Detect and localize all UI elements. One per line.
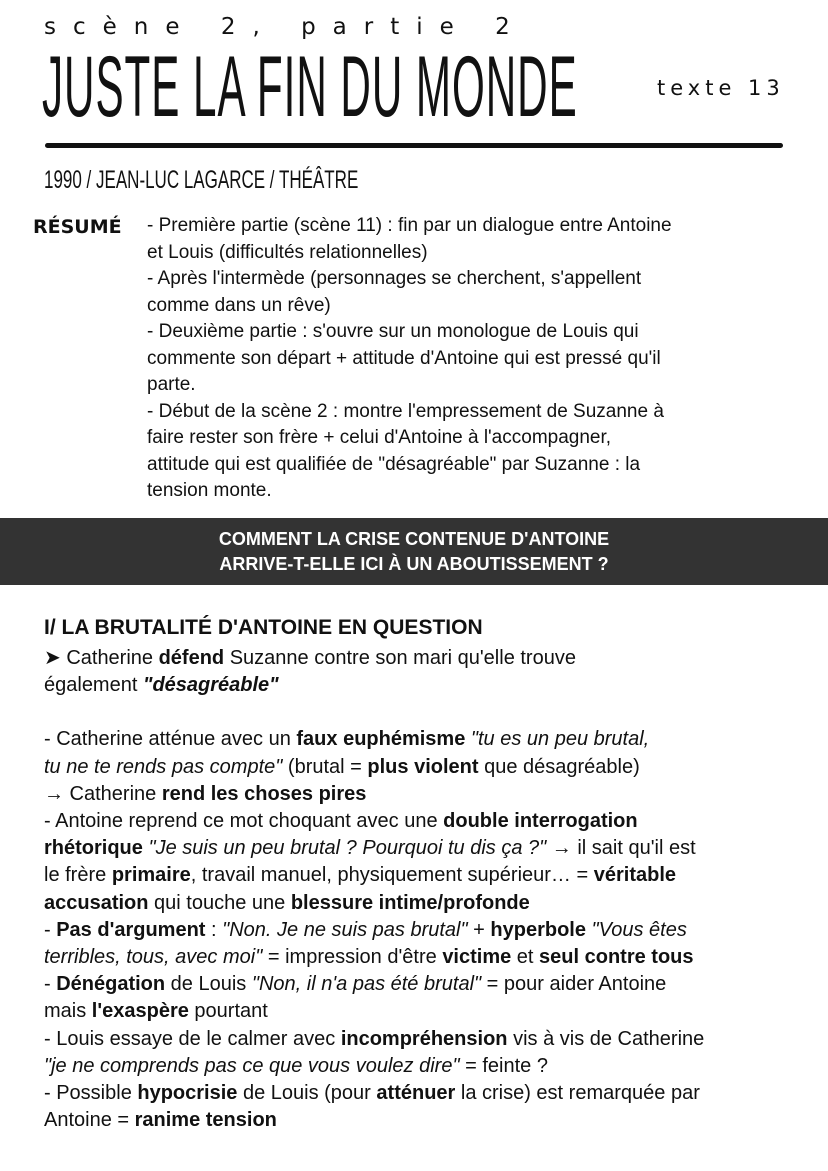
text-run: la crise) est remarquée par [455, 1082, 700, 1105]
text-run: "tu es un peu brutal, [465, 728, 650, 751]
body-line [44, 781, 814, 808]
text-run: → Catherine [44, 782, 162, 805]
text-run: hypocrisie [137, 1082, 238, 1105]
text-run: l'exaspère [91, 1000, 189, 1023]
text-run: , travail manuel, physiquement supérieur… = [190, 864, 594, 887]
text-run: "je ne comprends pas ce que vous voulez dire" [44, 1054, 460, 1077]
text-run: (brutal = [282, 755, 368, 778]
text-run: rend les choses pires [161, 782, 367, 805]
text-run: ➤ Catherine [44, 647, 159, 669]
resume-line: parte. [147, 374, 196, 395]
problematic-banner [0, 518, 828, 585]
body-line [44, 1080, 814, 1107]
text-run: "Non. Je ne suis pas brutal" [222, 918, 468, 941]
text-run: le frère [44, 864, 112, 887]
text-run: rhétorique [44, 837, 143, 860]
resume-line: comme dans un rêve) [147, 294, 331, 316]
text-run: hyperbole [490, 918, 586, 941]
text-run: atténuer [376, 1082, 456, 1105]
text-run: "Je suis un peu brutal ? Pourquoi tu dis ça ?" [142, 837, 547, 860]
text-run: + [467, 918, 491, 941]
body-line [44, 754, 814, 781]
text-run: primaire [111, 864, 191, 887]
text-run: défend [158, 647, 225, 669]
body-line [44, 862, 814, 889]
resume-line: faire rester son frère + celui d'Antoine à l'accompagner, [147, 427, 612, 448]
text-run: mais [44, 1000, 92, 1023]
body-line [44, 672, 814, 699]
text-run: "désagréable" [142, 674, 279, 697]
text-run: ranime tension [134, 1109, 277, 1132]
resume-line: - Début de la scène 2 : montre l'empressement de Suzanne à [147, 400, 664, 422]
resume-line: attitude qui est qualifiée de "désagréable" par Suzanne : la [147, 453, 641, 475]
text-run: → il sait qu'il est [546, 837, 696, 860]
text-run: également [44, 674, 143, 697]
body-line [44, 1053, 814, 1080]
resume-body [147, 213, 807, 505]
header-divider [45, 143, 783, 148]
resume-label: RÉSUMÉ [33, 216, 122, 238]
text-run: - Antoine reprend ce mot choquant avec une [44, 810, 444, 833]
scene-kicker: scène 2, partie 2 [44, 14, 527, 40]
text-run: tu ne te rends pas compte" [44, 755, 283, 778]
resume-line: et Louis (difficultés relationnelles) [147, 241, 428, 263]
text-run: incompréhension [340, 1027, 508, 1050]
problematic-line: ARRIVE-T-ELLE ICI À UN ABOUTISSEMENT ? [219, 554, 609, 574]
text-run: Antoine = [44, 1109, 135, 1132]
text-run: que désagréable) [478, 755, 640, 778]
resume-line: - Après l'intermède (personnages se cherchent, s'appellent [147, 268, 642, 289]
body-line [44, 699, 814, 726]
body-line [44, 808, 814, 835]
body-line [44, 726, 814, 753]
body-line [44, 835, 814, 862]
text-run: pourtant [188, 1000, 268, 1023]
section-body [44, 645, 814, 1134]
text-run: vis à vis de Catherine [507, 1027, 705, 1050]
text-run: véritable [593, 864, 676, 887]
text-run: : [205, 918, 223, 941]
text-run: - Catherine atténue avec un [44, 728, 297, 751]
text-run: - Possible [44, 1082, 138, 1105]
problematic-line: COMMENT LA CRISE CONTENUE D'ANTOINE [218, 529, 610, 549]
work-info: 1990 / JEAN-LUC LAGARCE / THÉÂTRE [44, 166, 359, 194]
text-number: texte 13 [657, 76, 785, 100]
text-run: faux euphémisme [296, 728, 466, 751]
text-run: Pas d'argument [56, 918, 206, 941]
text-run: "Non, il n'a pas été brutal" [251, 973, 482, 996]
text-run: = feinte ? [459, 1054, 548, 1077]
text-run: seul contre tous [539, 946, 694, 969]
text-run: = pour aider Antoine [481, 973, 667, 996]
text-run: Dénégation [56, 973, 166, 996]
text-run: de Louis [165, 973, 252, 996]
resume-line: tension monte. [147, 480, 272, 501]
text-run: accusation [44, 891, 149, 914]
text-run: = impression d'être [262, 946, 443, 969]
text-run: qui touche une [148, 891, 291, 914]
body-line [44, 1107, 814, 1134]
text-run: plus violent [367, 755, 479, 778]
text-run: - [44, 918, 57, 941]
body-line [44, 917, 814, 944]
document-title: JUSTE LA FIN DU MONDE [42, 39, 578, 135]
text-run: et [511, 946, 540, 969]
body-line [44, 944, 814, 971]
body-line [44, 971, 814, 998]
text-run: double interrogation [443, 810, 638, 833]
body-line [44, 645, 814, 672]
text-run: victime [442, 946, 512, 969]
text-run: "Vous êtes [585, 918, 687, 941]
text-run: - [44, 973, 57, 996]
resume-line: - Deuxième partie : s'ouvre sur un monologue de Louis qui [147, 321, 639, 342]
text-run: terribles, tous, avec moi" [44, 946, 263, 969]
body-line [44, 890, 814, 917]
resume-line: commente son départ + attitude d'Antoine qui est pressé qu'il [147, 347, 661, 369]
text-run: blessure intime/profonde [290, 891, 530, 914]
section-heading: I/ LA BRUTALITÉ D'ANTOINE EN QUESTION [44, 616, 483, 639]
resume-line: - Première partie (scène 11) : fin par un dialogue entre Antoine [147, 215, 672, 236]
body-line [44, 1026, 814, 1053]
text-run: - Louis essaye de le calmer avec [44, 1027, 341, 1050]
text-run: de Louis (pour [237, 1082, 377, 1105]
text-run: Suzanne contre son mari qu'elle trouve [224, 647, 576, 669]
body-line [44, 998, 814, 1025]
